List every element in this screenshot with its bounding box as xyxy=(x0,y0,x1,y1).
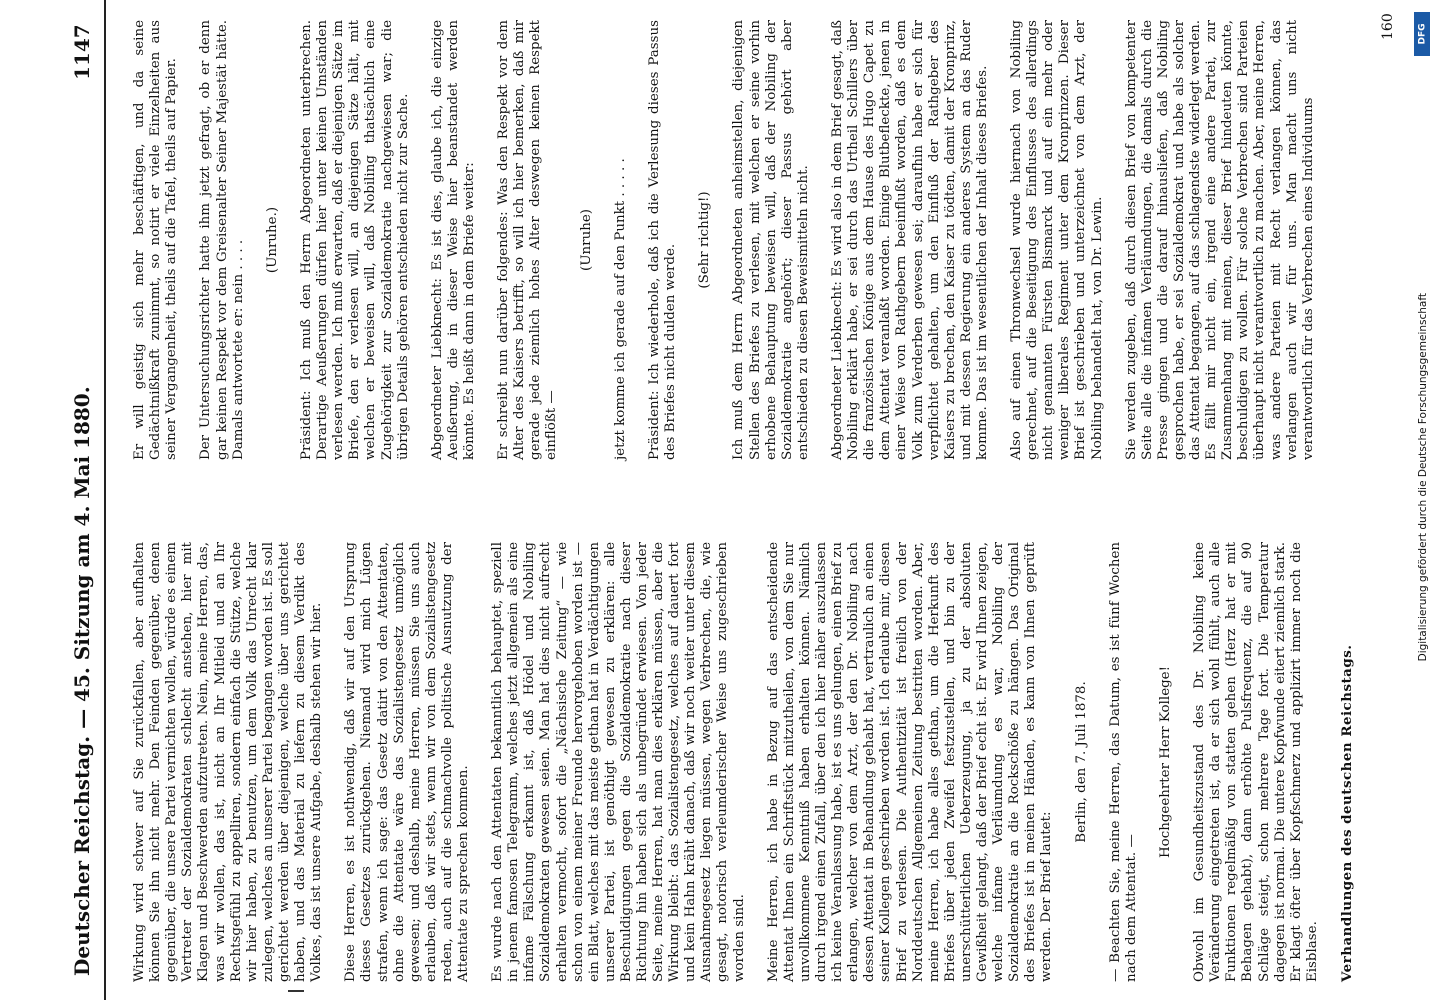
paragraph: jetzt komme ich gerade auf den Punkt . . . . . xyxy=(612,158,628,460)
paragraph: Abgeordneter Liebknecht: Es ist dies, glaube ich, die einzige Aeußerung, die in dieser Weise hier beanstandet werden könnte. Es heißt dann in dem Briefe weiter: xyxy=(429,20,477,460)
page-signature: 160 xyxy=(1380,13,1396,40)
dfg-logo xyxy=(1414,12,1430,56)
paragraph: Sie werden zugeben, daß durch diesen Brief von kompetenter Seite alle die infamen Verläumdungen, die damals durch die Presse gingen und die darauf hinausliefen, daß Nobiling gesprochen habe, er sei Sozialdemokrat und habe als solcher das Attentat begangen, auf das schlagendste widerlegt werden. Es fällt mir nicht ein, irgend eine andere Partei, zur Zusammenhang mit meinen, dieser Brief hindeuten könnte, beschuldigen zu wollen. Für solche Verbrechen sind Parteien überhaupt nicht verantwortlich zu machen. Aber, meine Herren, was andere Parteien mit Recht verlangen können, das verlangen auch wir für uns. Man macht uns nicht verantwortlich für das Verbrechen eines Individuums xyxy=(1123,20,1316,460)
paragraph: Wirkung wird schwer auf Sie zurückfallen, aber aufhalten können Sie ihn nicht mehr. Den Feinden gegenüber, denen gegenüber, die unsere Partei vernichten wollen, würde es einem Vertreter der Sozialdemokraten schlecht anstehen, hier mit Klagen und Beschwerden aufzutreten. Nein, meine Herren, das, was wir wollen, das ist, nicht an Ihr Mitleid und an Ihr Rechtsgefühl zu appelliren, sondern einfach die Stütze, welche wir hier haben, zu benutzen, um dem Volk das Unrecht klar zulegen, welches an unserer Partei begangen worden ist. Es soll gerichtet werden über diejenigen, welche über uns gerichtet haben, und das Material zu liefern zu diesem Verdikt des Volkes, das ist unsere Aufgabe, deshalb stehen wir hier. xyxy=(132,542,325,982)
paragraph: — Beachten Sie, meine Herren, das Datum, es ist fünf Wochen nach dem Attentat. — xyxy=(1107,542,1139,982)
interjection: (Sehr richtig!) xyxy=(697,191,713,289)
paragraph: Präsident: Ich muß den Herrn Abgeordneten unterbrechen. Derartige Aeußerungen dürfen hier unter keinen Umständen verlesen werden. Ich muß erwarten, daß er diejenigen Sätze im Briefe, den er verlesen will, an diejenigen Sätze hält, mit welchen er beweisen will, daß Nobiling thatsächlich eine Zugehörigkeit zur Sozialdemokratie nachgewiesen war; die übrigen Details gehören entschieden nicht zur Sache. xyxy=(299,20,411,460)
funding-credit: Digitalisierung gefördert durch die Deutsche Forschungsgemeinschaft xyxy=(1417,293,1429,662)
paragraph: Abgeordneter Liebknecht: Es wird also in dem Brief gesagt, daß Nobiling erklärt habe, er sei durch das Urtheil Schillers über die französischen Könige aus dem Hause des Hugo Capet zu dem Attentat veranlaßt worden. Einige Blutbefleckte, jenen in einer Weise von Rathgebern beeinflußt worden, daß es dem Volk zum Verderben gewesen sei; daraufhin habe er sich für verpflichtet gehalten, um den Einfluß der Rathgeber des Kaisers zu brechen, den Kaiser zu tödten, damit der Kronprinz, und mit dessen Regierung ein anderes System an das Ruder komme. Das ist im wesentlichen der Inhalt dieses Briefes. xyxy=(830,20,990,460)
letter-salutation: Hochgeehrter Herr Kollege! xyxy=(1158,666,1173,859)
dfg-logo-text: DFG xyxy=(1417,23,1428,45)
running-title: Deutscher Reichstag. — 45. Sitzung am 4. Mai 1880. xyxy=(70,386,94,976)
letter-date: Berlin, den 7. Juli 1878. xyxy=(1073,681,1089,843)
paragraph: Meine Herren, ich habe in Bezug auf das entscheidende Attentat Ihnen ein Schriftstück mitzutheilen, von dem Sie nur unvollkommene Kenntniß haben erhalten können. Nämlich durch irgend einen Zufall, über den ich hier näher auszulassen ich keine Veranlassung habe, ist es uns gelungen, einen Brief zu erlangen, welcher von dem Arzt, der den Dr. Nobiling nach dessen Attentat in Behandlung gehabt hat, vertraulich an einen seiner Kollegen geschrieben worden ist. Ich erlaube mir, diesen Brief zu verlesen. Die Authentizität ist freilich von der Norddeutschen Allgemeinen Zeitung bestritten worden. Aber, meine Herren, ich habe alles gethan, um die Herkunft des Briefes über jeden Zweifel festzustellen, und bin zu der unerschütterlichen Ueberzeugung, ja zu der absoluten Gewißheit gelangt, daß der Brief echt ist. Er wird Ihnen zeigen, welche infame Verläumdung es war, Nobiling der Sozialdemokratie an die Rockschöße zu hängen. Das Original des Briefes ist in meinen Händen, es kann von Ihnen geprüft werden. Der Brief lautet: xyxy=(765,542,1055,982)
left-column xyxy=(116,542,1373,982)
interjection: (Unruhe.) xyxy=(264,206,280,274)
paragraph: Es wurde nach den Attentaten bekanntlich behauptet, speziell in jenem famosen Telegramm, welches jetzt allgemein als eine infame Fälschung erkannt ist, daß Hödel und Nobiling Sozialdemokraten gewesen seien. Man hat dies nicht aufrecht erhalten vermocht, sofort die „Nächsische Zeitung“ — wie schon von einem meiner Freunde hervorgehoben worden ist — ein Blatt, welches mit das meiste gethan hat in Verdächtigungen unserer Partei, ist genöthigt gewesen zu erklären: alle Beschuldigungen gegen die Sozialdemokratie nach dieser Richtung hin haben sich als unbegründet erwiesen. Von jeder Seite, meine Herren, hat man dies erklären müssen, aber die Wirkung bleibt: das Sozialistengesetz, welches auf dauert fort und kein Hahn kräht danach, daß wir noch weiter unter diesem Ausnahmegesetz liegen müssen, wegen Verbrechen, die, wie gesagt, notorisch verleumderischer Weise uns zugeschrieben worden sind. xyxy=(490,542,747,982)
scan-mark xyxy=(288,990,304,992)
rotated-sheet xyxy=(60,0,1420,1000)
paragraph: Diese Herren, es ist nothwendig, daß wir auf den Ursprung dieses Gesetzes zurückgehen. Niemand wird mich Lügen strafen, wenn ich sage: das Gesetz datirt von den Attentaten, ohne die Attentate wäre das Sozialistengesetz unmöglich gewesen; und deshalb, meine Herren, müssen Sie uns auch erlauben, daß wir stets, wenn wir von dem Sozialistengesetz reden, auch auf die schmachvolle politische Ausnutzung der Attentate zu sprechen kommen. xyxy=(343,542,471,982)
paragraph: Also auf einen Thronwechsel wurde hiernach von Nobiling gerechnet, auf die Beseitigung des Einflusses des allerdings nicht genannten Fürsten Bismarck und auf ein mehr oder weniger liberales Regiment unter dem Kronprinzen. Dieser Brief ist geschrieben und unterzeichnet von dem Arzt, der Nobiling behandelt hat, von Dr. Lewin. xyxy=(1009,20,1105,460)
paragraph: Er will geistig sich mehr beschäftigen, und da seine Gedächtnißkraft zunimmt, so notirt er viele Einzelheiten aus seiner Vergangenheit, theils auf die Tafel, theils auf Papier. xyxy=(132,20,180,460)
paragraph: Präsident: Ich wiederhole, daß ich die Verlesung dieses Passus des Briefes nicht dulden werde. xyxy=(647,20,679,460)
right-column xyxy=(116,20,1335,460)
page-number: 1147 xyxy=(70,24,94,80)
digitization-footer xyxy=(1414,6,1430,994)
interjection: (Unruhe) xyxy=(578,209,594,271)
paragraph: Obwohl im Gesundheitszustand des Dr. Nobiling keine Veränderung eingetreten ist, da er sich wohl fühlt, auch alle Funktionen regelmäßig von statten gehen (Herz hat er mit Behagen gehabt), dann erhöhte Pulsfrequenz, die auf 90 Schläge steigt, schon mehrere Tage fort. Die Temperatur dagegen ist normal. Die untere Kopfwunde eitert ziemlich stark. Er klagt öfter über Kopfschmerz und applizirt immer noch die Eisblase. xyxy=(1192,542,1320,982)
paragraph: Der Untersuchungsrichter hatte ihm jetzt gefragt, ob er denn gar keinen Respekt vor dem Greisenalter Seiner Majestät hätte. Damals antwortete er: nein . . . . xyxy=(198,20,246,460)
paragraph: Er schreibt nun darüber folgendes: Was den Respekt vor dem Alter des Kaisers betrifft, so will ich hier bemerken, daß mir gerade jede ziemlich hohes Alter deswegen keinen Respekt einflößt — xyxy=(496,20,560,460)
paragraph: Ich muß dem Herrn Abgeordneten anheimstellen, diejenigen Stellen des Briefes zu verlesen, mit welchen er seine vorhin erhobene Behauptung beweisen will, daß der Nobiling der Sozialdemokratie angehört; dieser Passus gehört aber entschieden zu diesen Beweismitteln nicht. xyxy=(731,20,811,460)
column-footer: Verhandlungen des deutschen Reichstags. xyxy=(1339,644,1356,982)
page-header xyxy=(60,0,106,1000)
